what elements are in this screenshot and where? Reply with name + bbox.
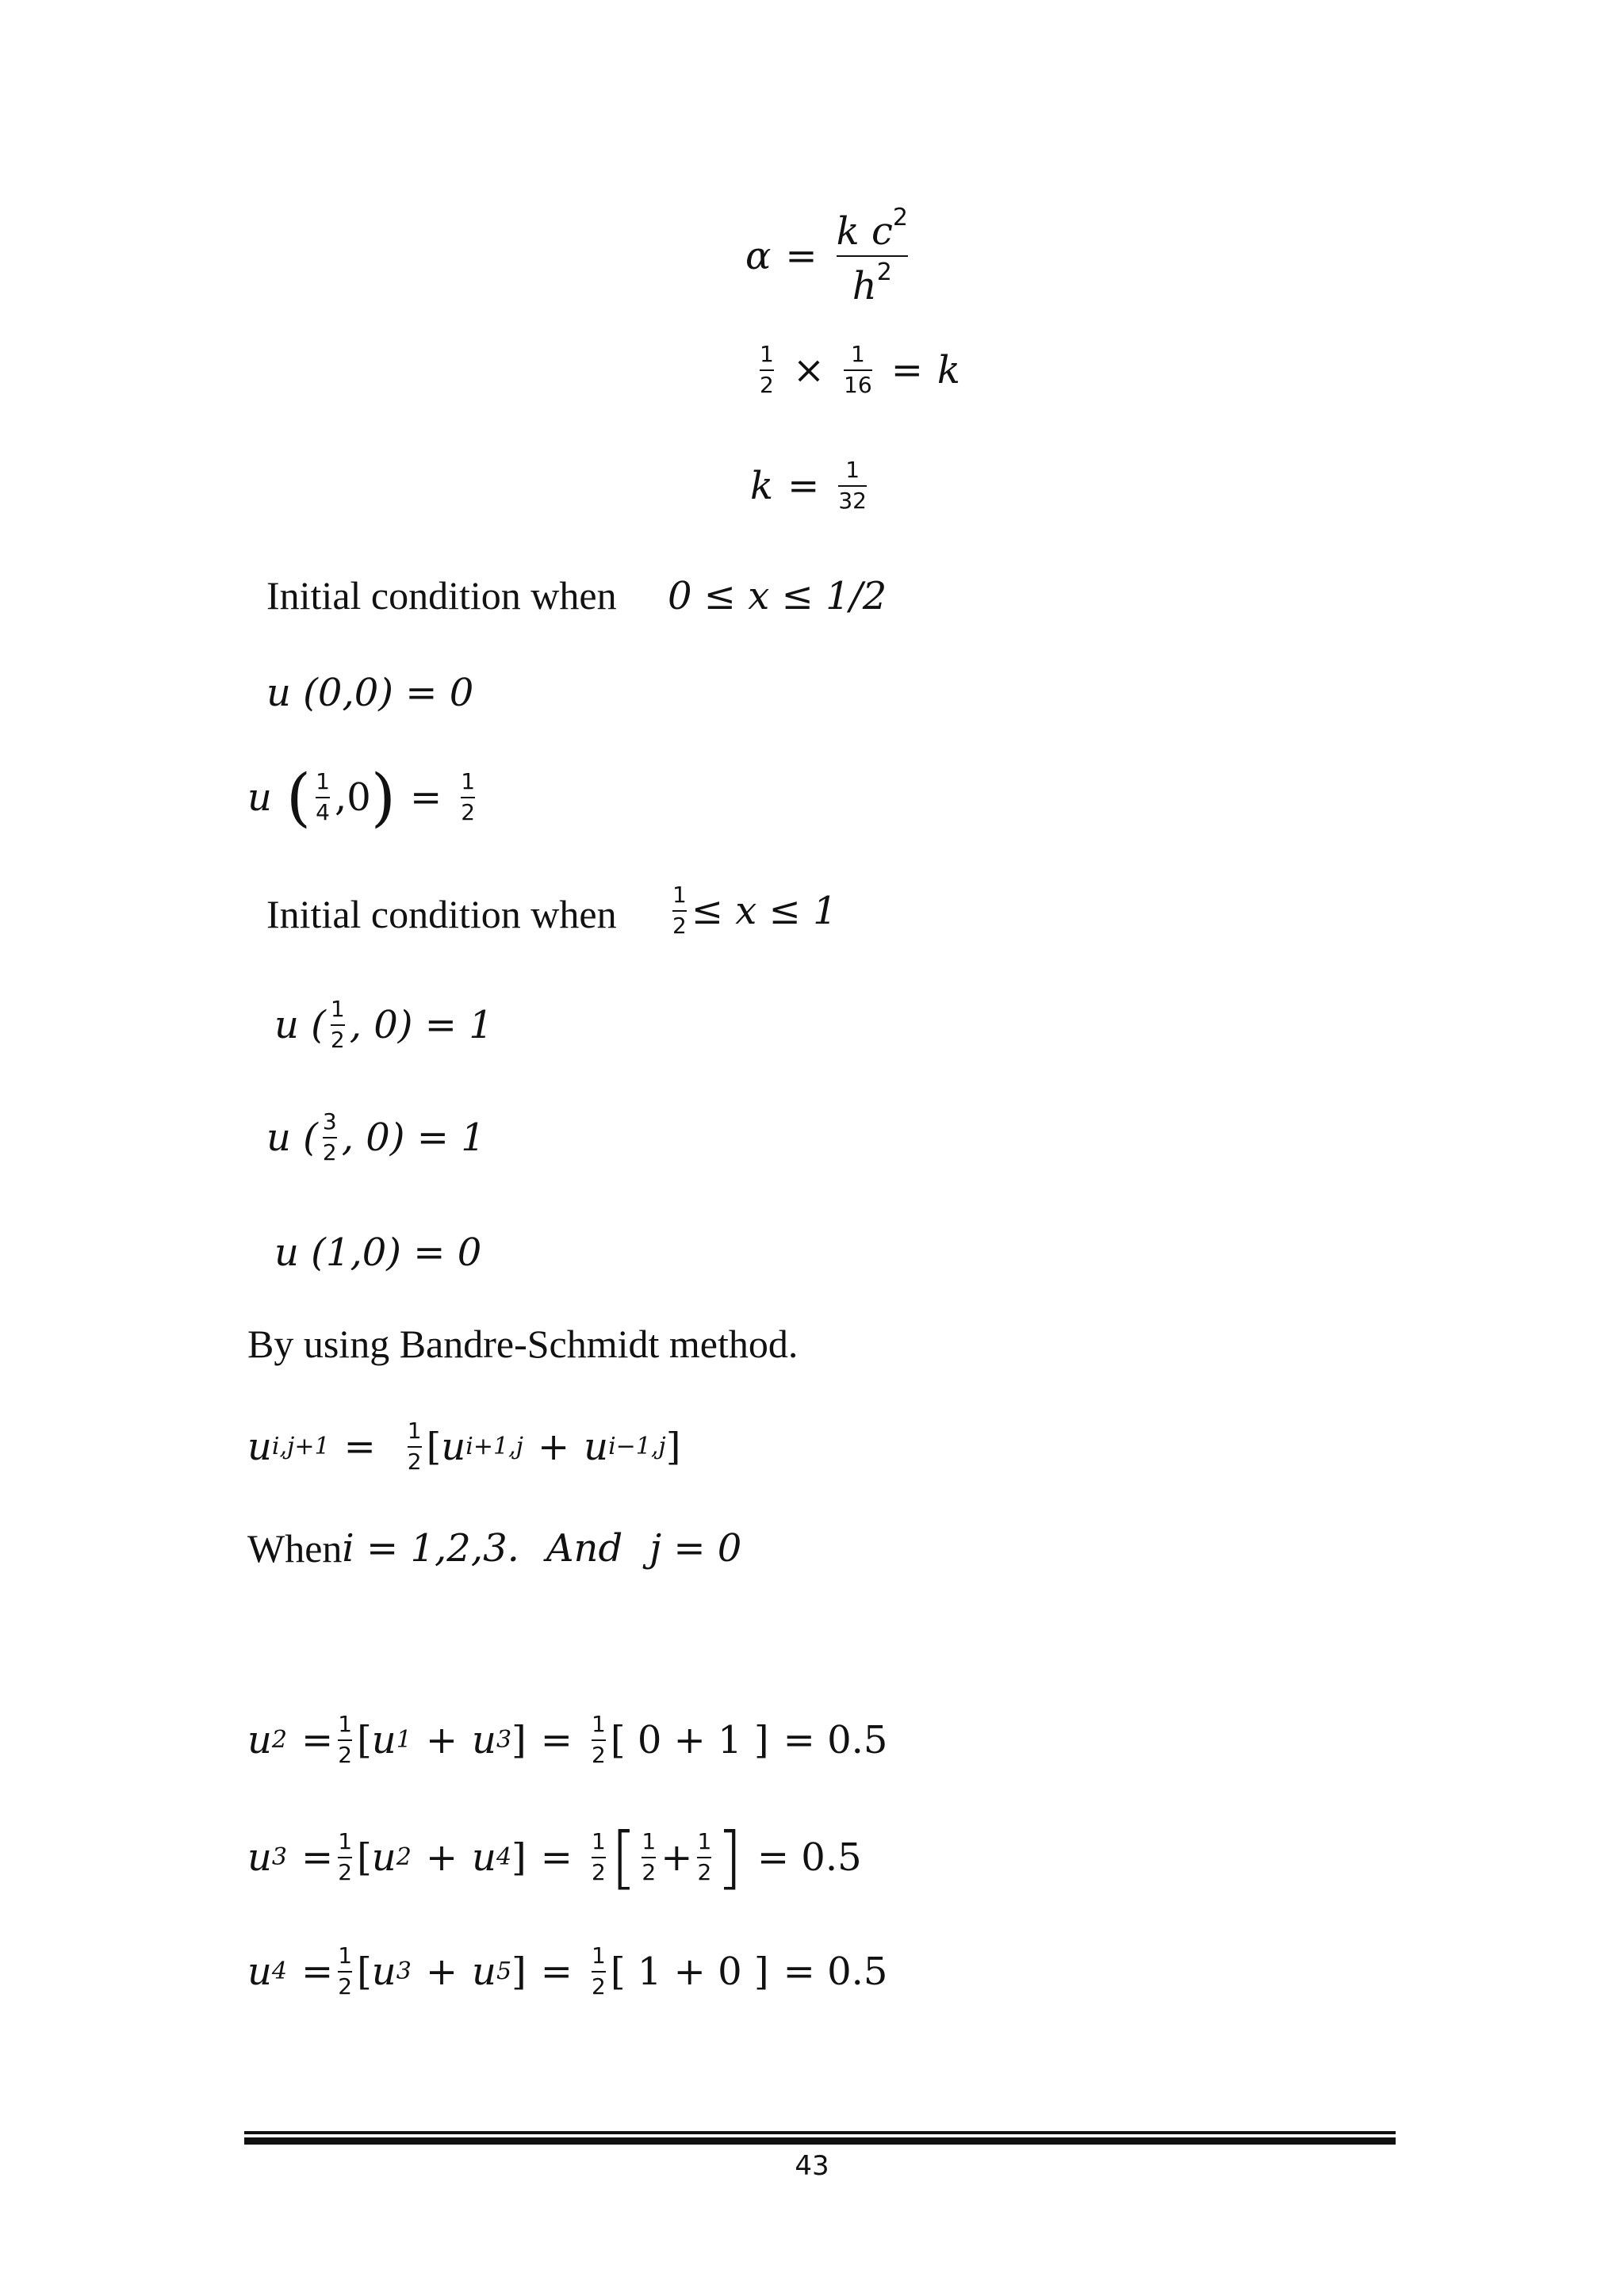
- alpha-symbol: α: [745, 233, 772, 278]
- k-value-equation: k = $\frac{1}{32}$: [750, 457, 867, 514]
- fraction-sixteenth: $\frac{1}{16}$: [844, 341, 872, 398]
- u-0-0: 𝑢 (0,0) = 0: [266, 671, 474, 715]
- alpha-numerator: k c: [836, 209, 893, 254]
- footer-rule-thin: [244, 2131, 1396, 2134]
- fraction-half: $\frac{1}{2}$: [760, 341, 774, 398]
- initial-condition-range-1: 0 ≤ 𝑥 ≤ 1/2: [668, 574, 887, 618]
- k-symbol: k: [936, 347, 960, 392]
- equals-sign: =: [785, 233, 818, 278]
- times-sign: ×: [792, 347, 825, 392]
- footer-rule-thick: [244, 2137, 1396, 2145]
- schmidt-formula: 𝑢 i,j+1 = $\frac{1}{2}$ [ 𝑢 i+1,j + 𝑢 i−1,j ]: [247, 1418, 681, 1475]
- u-half-0: 𝑢 ( $\frac{1}{2}$ , 0) = 1: [274, 996, 493, 1053]
- result-u4: 𝑢 4 = $\frac{1}{2}$ [ 𝑢 3 + 𝑢 5 ] = $\frac{1}{2}$ [ 1 + 0 ] = 0.5: [247, 1942, 888, 1999]
- result-u2: 𝑢 2 = $\frac{1}{2}$ [ 𝑢 1 + 𝑢 3 ] = $\frac{1}{2}$ [ 0 + 1 ] = 0.5: [247, 1711, 888, 1768]
- u-1-0: 𝑢 (1,0) = 0: [274, 1230, 482, 1275]
- initial-condition-range-2: $\frac{1}{2}$ ≤ 𝑥 ≤ 1: [672, 882, 837, 939]
- alpha-denominator: h: [852, 263, 877, 308]
- when-line: When 𝑖 = 1,2,3. 𝐴𝑛𝑑 𝑗 = 0: [247, 1526, 742, 1571]
- fraction-one-thirty-second: $\frac{1}{32}$: [838, 457, 867, 514]
- product-equation: [755, 342, 960, 398]
- u-three-half-0: 𝑢 ( $\frac{3}{2}$ , 0) = 1: [266, 1108, 485, 1165]
- alpha-equation: [745, 205, 913, 308]
- page-number: 43: [795, 2150, 829, 2182]
- alpha-fraction: $\frac{k c^2}{h^2}$: [836, 204, 908, 308]
- result-u3: 𝑢 3 = $\frac{1}{2}$ [ 𝑢 2 + 𝑢 4 ] = $\frac{1}{2}$ [ $\frac{1}{2}$ + $\frac{1}{2}$ ] = 0.5: [247, 1818, 862, 1897]
- method-sentence: By using Bandre-Schmidt method.: [247, 1322, 799, 1366]
- initial-condition-label-2: Initial condition when: [266, 892, 617, 936]
- u-quarter-0: 𝑢 ( $\frac{1}{4}$ ,0 ) = $\frac{1}{2}$: [247, 760, 476, 834]
- equals-sign: =: [891, 347, 923, 392]
- initial-condition-label-1: Initial condition when: [266, 573, 617, 618]
